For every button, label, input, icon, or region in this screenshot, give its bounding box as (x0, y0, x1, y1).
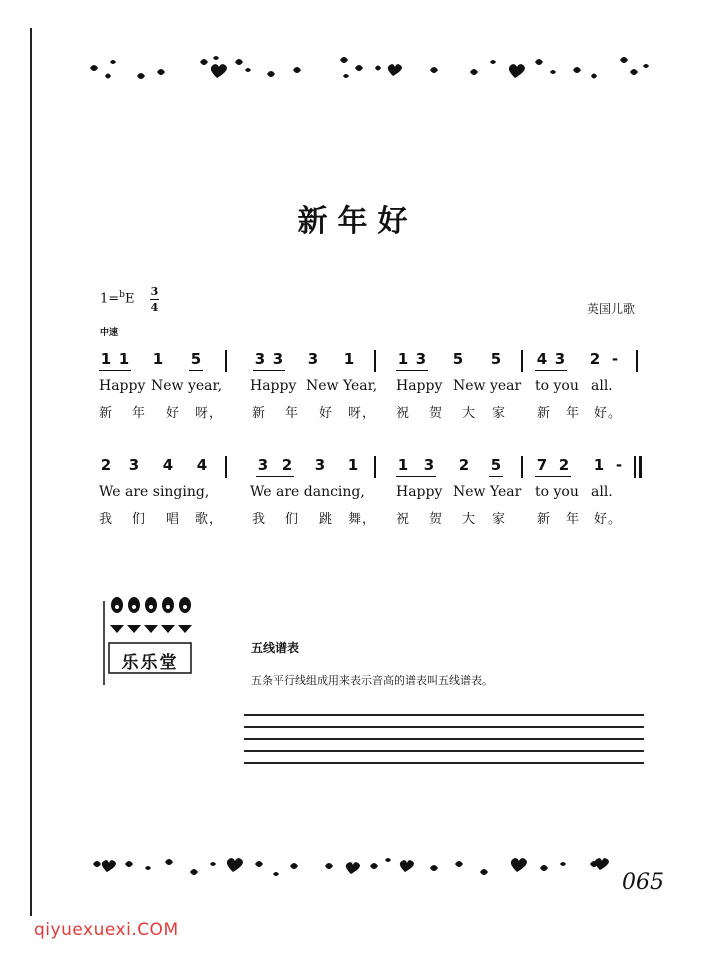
note: - (611, 350, 619, 368)
lyric: all. (591, 484, 613, 500)
lyric: all. (591, 378, 613, 394)
note: 1 (343, 350, 355, 368)
time-signature: 3 4 (150, 285, 159, 314)
note: 3 (423, 456, 435, 474)
top-heart-border-decoration (85, 48, 655, 88)
lyric: We are dancing, (250, 484, 365, 500)
lyric: Happy (99, 378, 146, 394)
lyric: 跳 (319, 512, 334, 527)
staff-line (244, 714, 644, 716)
note: 1 (397, 350, 409, 368)
lelexue-badge (100, 593, 208, 689)
lyric: Happy (250, 378, 297, 394)
badge-label: 乐乐堂 (121, 653, 179, 673)
lyric: 好。 (594, 406, 623, 421)
note: 1 (347, 456, 359, 474)
eighth-underline (489, 476, 503, 477)
note: 5 (490, 350, 502, 368)
lyric: New Year, (306, 378, 378, 394)
note: 1 (152, 350, 164, 368)
note: 3 (128, 456, 140, 474)
eighth-underline (189, 370, 203, 371)
staff-line (244, 738, 644, 740)
staff-line (244, 762, 644, 764)
key-signature: 1=$^b$E (100, 290, 135, 307)
note: 3 (314, 456, 326, 474)
lyric: 年 (566, 406, 581, 421)
staff-line (244, 750, 644, 752)
note: 4 (536, 350, 548, 368)
song-source: 英国儿歌 (587, 302, 636, 316)
staff-line (244, 726, 644, 728)
eighth-underline (396, 476, 436, 477)
lyric: 我 (252, 512, 267, 527)
note: 3 (307, 350, 319, 368)
lyric: 们 (285, 512, 300, 527)
note: 1 (100, 350, 112, 368)
lyric: 贺 (429, 512, 444, 527)
note: 3 (554, 350, 566, 368)
note: 5 (452, 350, 464, 368)
lyric: 年 (566, 512, 581, 527)
lyric: We are singing, (99, 484, 210, 500)
lyric: 家 (492, 512, 507, 527)
barline (521, 350, 523, 372)
lyric: 们 (132, 512, 147, 527)
lyric: to you (535, 378, 579, 394)
section-title: 五线谱表 (251, 641, 300, 655)
lyric: 祝 (396, 512, 411, 527)
lyric: 呀， (195, 406, 224, 421)
eighth-underline (99, 370, 131, 371)
lyric: 歌， (195, 512, 224, 527)
lyric: 唱 (166, 512, 181, 527)
note: 1 (397, 456, 409, 474)
lyric: 好。 (594, 512, 623, 527)
lyric: 大 (462, 512, 477, 527)
lyric: 舞， (348, 512, 377, 527)
lyric: Happy (396, 378, 443, 394)
eighth-underline (396, 370, 428, 371)
page-margin-rule (30, 28, 32, 916)
note: 2 (458, 456, 470, 474)
barline (225, 456, 227, 478)
note: 5 (190, 350, 202, 368)
lyric: 我 (99, 512, 114, 527)
eighth-underline (535, 370, 567, 371)
final-barline-thick (639, 456, 642, 478)
barline (374, 456, 376, 478)
note: - (615, 456, 623, 474)
lyric: New Year (453, 484, 522, 500)
lyric: 呀， (348, 406, 377, 421)
lyric: to you (535, 484, 579, 500)
lyric: 好 (166, 406, 181, 421)
note: 1 (118, 350, 130, 368)
page-number: 065 (622, 870, 664, 895)
barline (521, 456, 523, 478)
eighth-underline (256, 476, 294, 477)
note: 3 (272, 350, 284, 368)
lyric: New year (453, 378, 522, 394)
lyric: 好 (319, 406, 334, 421)
watermark: qiyuexuexi.COM (34, 920, 179, 940)
note: 4 (162, 456, 174, 474)
lyric: 新 (252, 406, 267, 421)
lyric: 年 (285, 406, 300, 421)
note: 2 (558, 456, 570, 474)
barline (636, 350, 638, 372)
lyric: 贺 (429, 406, 444, 421)
lyric: 年 (132, 406, 147, 421)
lyric: 新 (537, 512, 552, 527)
lyric: 新 (537, 406, 552, 421)
note: 4 (196, 456, 208, 474)
note: 2 (100, 456, 112, 474)
eighth-underline (253, 370, 285, 371)
final-barline-thin (634, 456, 636, 478)
lyric: 新 (99, 406, 114, 421)
lyric: New year, (151, 378, 223, 394)
note: 3 (415, 350, 427, 368)
note: 2 (281, 456, 293, 474)
note: 7 (536, 456, 548, 474)
barline (225, 350, 227, 372)
note: 1 (593, 456, 605, 474)
section-text: 五条平行线组成用来表示音高的谱表叫五线谱表。 (251, 674, 493, 687)
song-title: 新年好 (297, 204, 418, 239)
note: 2 (589, 350, 601, 368)
lyric: Happy (396, 484, 443, 500)
lyric: 祝 (396, 406, 411, 421)
bottom-heart-border-decoration (85, 846, 655, 886)
note: 5 (490, 456, 502, 474)
eighth-underline (535, 476, 571, 477)
lyric: 家 (492, 406, 507, 421)
lyric: 大 (462, 406, 477, 421)
note: 3 (257, 456, 269, 474)
tempo-marking: 中速 (100, 328, 119, 338)
note: 3 (254, 350, 266, 368)
barline (374, 350, 376, 372)
five-line-staff (244, 714, 644, 766)
children-heads-illustration (100, 593, 208, 689)
